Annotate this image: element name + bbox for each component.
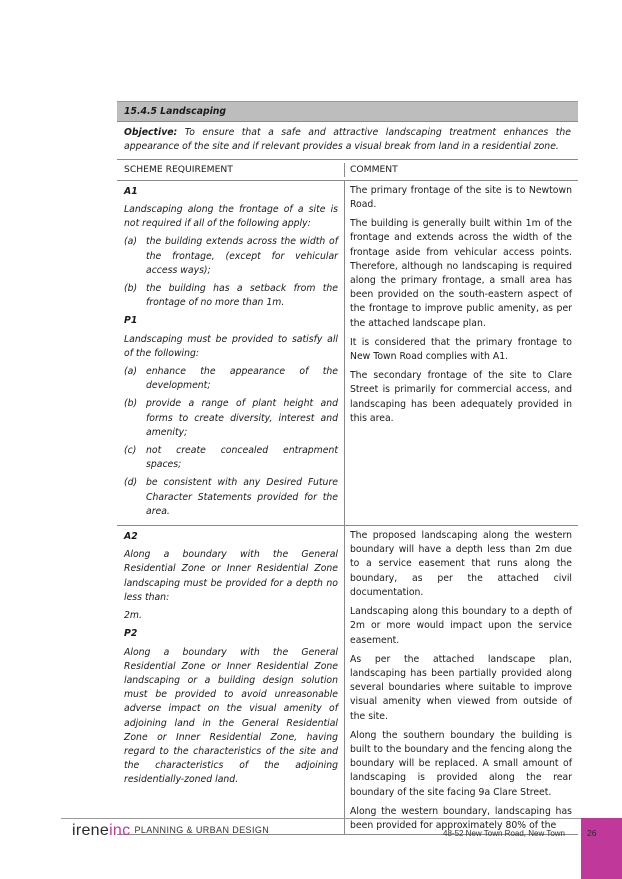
brand-irene: irene <box>72 822 110 839</box>
table-row <box>117 526 578 835</box>
list-item <box>124 476 338 519</box>
requirement-cell <box>117 526 345 834</box>
list-item <box>124 365 338 393</box>
item-text: the building has a setback from the frontage of no more than 1m. <box>146 283 338 309</box>
footer-divider <box>61 818 581 819</box>
item-text: not create concealed entrapment spaces; <box>146 445 338 471</box>
comment-paragraph: The proposed landscaping along the western boundary will have a depth less than 2m due to a service easement that runs along the boundary, as per the attached civil documentation. <box>350 530 572 598</box>
brand-logo <box>72 822 269 840</box>
item-text: the building extends across the width of the frontage, (except for vehicular access ways); <box>146 236 338 276</box>
objective <box>117 122 578 159</box>
comment-paragraph: Landscaping along this boundary to a depth of 2m or more would impact upon the service easement. <box>350 606 572 646</box>
requirement-cell <box>117 181 345 525</box>
item-label: (d) <box>124 477 138 489</box>
brand-inc: inc <box>109 822 131 839</box>
header-scheme-requirement: SCHEME REQUIREMENT <box>117 163 345 177</box>
item-label: (b) <box>124 398 138 410</box>
a2-code: A2 <box>124 531 138 543</box>
comment-paragraph: The building is generally built within 1m of the frontage and extends across the width of the frontage aside from vehicular access points. Therefore, although no landscaping is required along the primary frontage, a small area has been provided on the south-eastern aspect of the frontage to improve public amenity, as per the attached landscape plan. <box>350 218 572 329</box>
item-label: (a) <box>124 236 137 248</box>
comment-paragraph: Along the western boundary, landscaping has been provided for approximately 80% of the <box>350 805 572 831</box>
footer-address: 48-52 New Town Road, New Town <box>443 829 565 838</box>
list-item <box>124 282 338 310</box>
comment-cell <box>345 526 578 834</box>
p1-code: P1 <box>124 315 138 327</box>
section-title: 15.4.5 Landscaping <box>117 101 578 122</box>
comment-paragraph: The secondary frontage of the site to Clare Street is primarily for commercial access, and landscaping has been adequately provided in this area. <box>350 370 572 424</box>
table-header-row <box>117 160 578 181</box>
p1-intro: Landscaping must be provided to satisfy all of the following: <box>124 333 338 359</box>
list-item <box>124 235 338 278</box>
item-text: enhance the appearance of the development; <box>146 366 338 392</box>
comment-paragraph: Along the southern boundary the building is built to the boundary and the fencing along the boundary will be replaced. A small amount of landscaping is provided along the rear boundary of the site facing 9a Clare Street. <box>350 729 572 798</box>
list-item <box>124 397 338 440</box>
item-label: (b) <box>124 283 138 295</box>
page-number: 26 <box>587 828 597 838</box>
objective-label: Objective: <box>124 127 178 139</box>
comment-paragraph: The primary frontage of the site is to Newtown Road. <box>350 184 572 211</box>
a2-text: Along a boundary with the General Residential Zone or Inner Residential Zone landscaping must be provided for a depth no less than: <box>124 549 338 603</box>
a1-code: A1 <box>124 185 138 197</box>
item-text: be consistent with any Desired Future Character Statements provided for the area. <box>146 477 338 517</box>
comment-cell <box>345 181 578 525</box>
header-comment: COMMENT <box>350 163 398 175</box>
comment-paragraph: As per the attached landscape plan, landscaping has been partially provided along several boundaries where suitable to improve visual amenity when viewed from outside of the site. <box>350 653 572 722</box>
brand-tagline: PLANNING & URBAN DESIGN <box>134 825 270 835</box>
item-label: (a) <box>124 366 137 378</box>
item-label: (c) <box>124 445 137 457</box>
p2-code: P2 <box>124 628 138 640</box>
comment-paragraph: It is considered that the primary frontage to New Town Road complies with A1. <box>350 336 572 363</box>
a1-intro: Landscaping along the frontage of a site is not required if all of the following apply: <box>124 204 338 230</box>
item-text: provide a range of plant height and forms to create diversity, interest and amenity; <box>146 398 338 438</box>
landscaping-table <box>117 101 578 835</box>
p2-text: Along a boundary with the General Residential Zone or Inner Residential Zone landscaping or a building design solution must be provided to avoid unreasonable adverse impact on the visual amenity of adjoining land in the General Residential Zone or Inner Residential Zone, having regard to the characteristics of the site and the characteristics of the adjoining residentially-zoned land. <box>124 646 338 786</box>
a2-value: 2m. <box>124 610 142 622</box>
table-row <box>117 181 578 526</box>
objective-text: To ensure that a safe and attractive landscaping treatment enhances the appearance of the site and if relevant provides a visual break from land in a residential zone. <box>124 127 571 153</box>
list-item <box>124 444 338 472</box>
